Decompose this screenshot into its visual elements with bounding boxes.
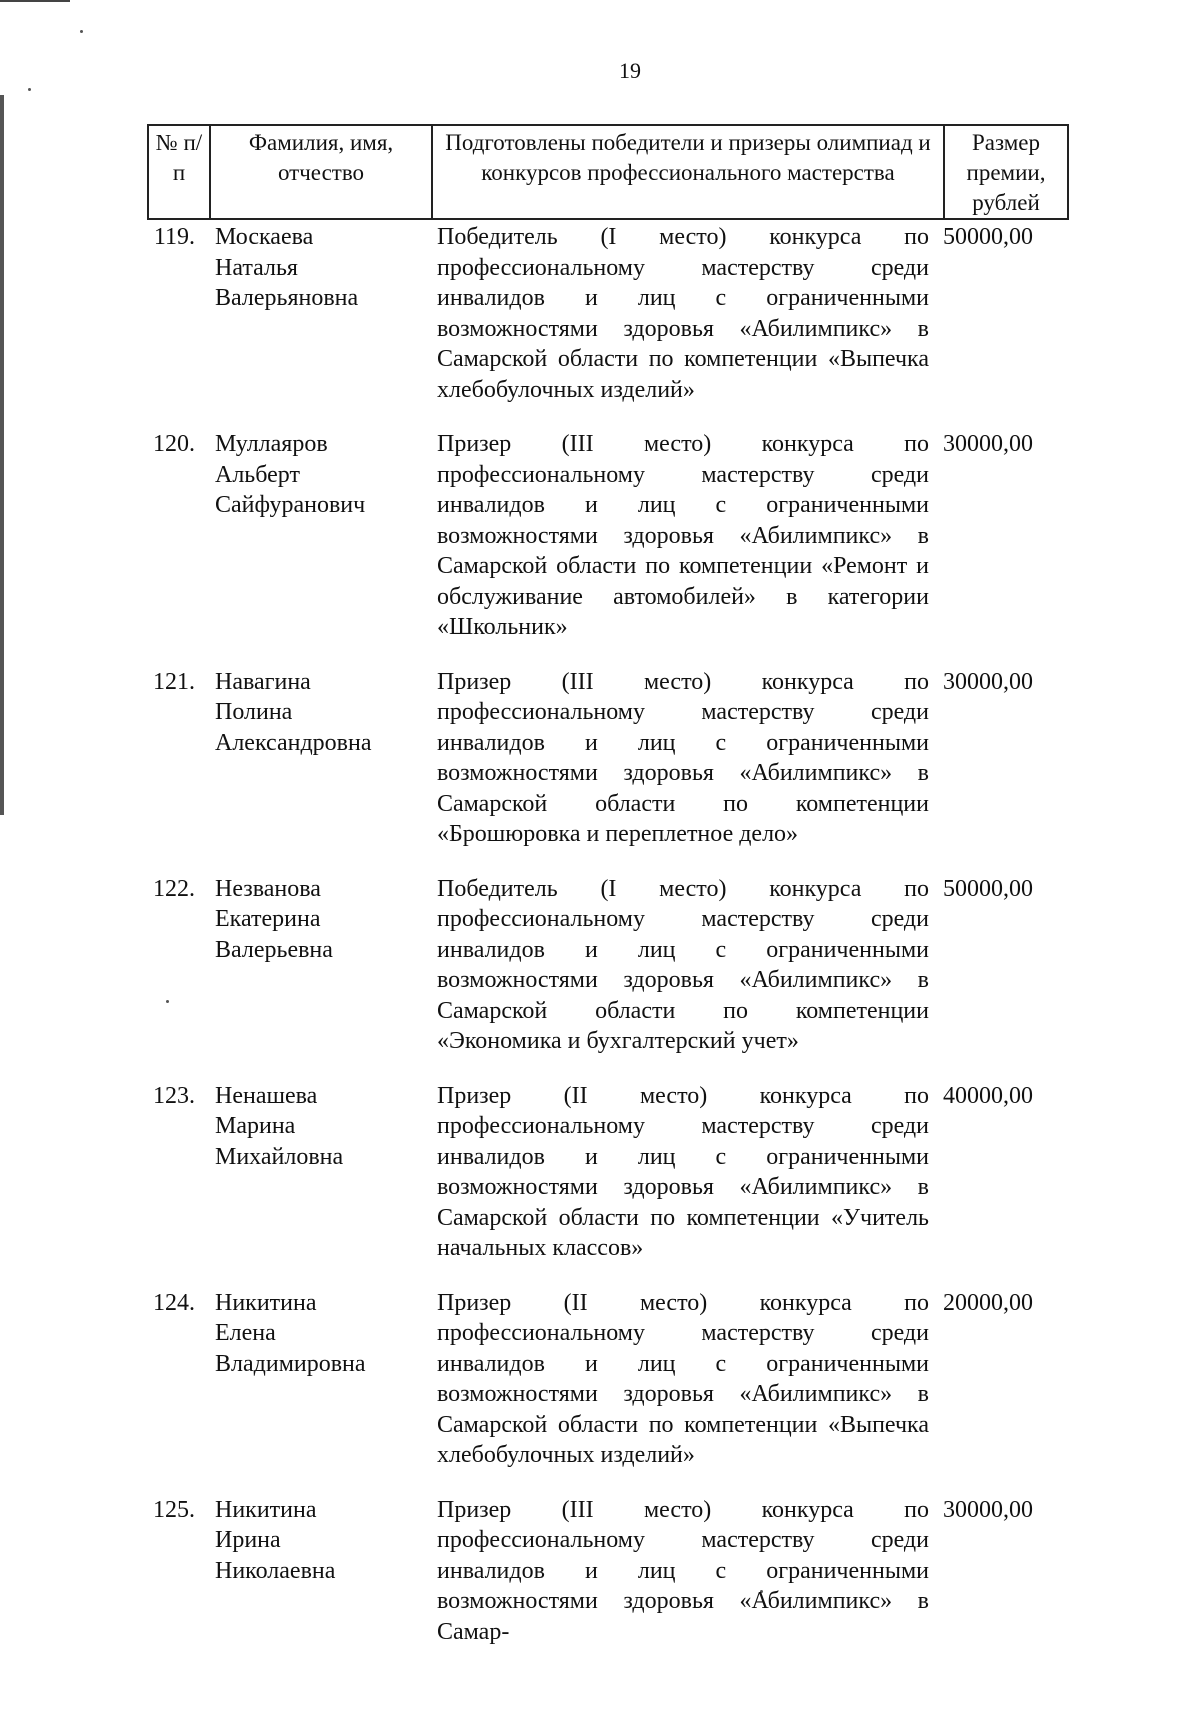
scan-speck — [28, 88, 31, 91]
row-description: Призер (II место) конкурса по профессиональному мастерству среди инвалидов и лиц с ограниченными возможностями здоровья «Абилимпикс» в Самарской области по компетенции «Выпечка хлебобулочных изделий» — [437, 1289, 929, 1468]
row-name: Муллаяров Альберт Сайфуранович — [215, 431, 366, 518]
row-prize: 20000,00 — [943, 1289, 1033, 1316]
row-prize: 30000,00 — [943, 668, 1033, 695]
row-prize: 30000,00 — [943, 431, 1033, 457]
header-num: № п/п — [148, 125, 210, 219]
row-name: Никитина Ирина Николаевна — [215, 1496, 336, 1584]
table-header — [147, 124, 1069, 220]
scan-edge-mark — [0, 0, 70, 2]
table-row — [147, 222, 1067, 405]
header-name: Фамилия, имя, отчество — [210, 125, 432, 219]
table-row — [147, 874, 1067, 1057]
scan-edge-line — [0, 95, 4, 815]
table-row — [147, 1288, 1067, 1471]
row-description: Победитель (I место) конкурса по профессиональному мастерству среди инвалидов и лиц с ограниченными возможностями здоровья «Абилимпикс» в Самарской области по компетенции «Выпечка хлебобулочных изделий» — [437, 224, 929, 403]
table-row — [147, 667, 1067, 850]
header-desc: Подготовлены победители и призеры олимпиад и конкурсов профессионального мастерства — [432, 125, 944, 219]
table-row — [147, 1081, 1067, 1264]
row-name: Москаева Наталья Валерьяновна — [215, 224, 359, 311]
row-number: 122. — [153, 875, 195, 902]
row-number: 123. — [153, 1082, 195, 1109]
row-number: 125. — [153, 1496, 195, 1523]
row-number: 119. — [153, 224, 195, 250]
row-description: Победитель (I место) конкурса по профессиональному мастерству среди инвалидов и лиц с ограниченными возможностями здоровья «Абилимпикс» в Самарской области по компетенции «Экономика и бухгалтерский учет» — [437, 875, 929, 1054]
table-body — [147, 222, 1067, 1671]
row-name: Навагина Полина Александровна — [215, 668, 372, 756]
scan-speck — [80, 30, 83, 33]
table-row — [147, 429, 1067, 643]
row-prize: 50000,00 — [943, 875, 1033, 902]
row-description: Призер (III место) конкурса по профессиональному мастерству среди инвалидов и лиц с ограниченными возможностями здоровья «Абилимпикс» в Самарской области по компетенции «Брошюровка и переплетное дело» — [437, 668, 929, 847]
row-prize: 50000,00 — [943, 224, 1033, 250]
row-number: 124. — [153, 1289, 195, 1316]
row-description: Призер (II место) конкурса по профессиональному мастерству среди инвалидов и лиц с ограниченными возможностями здоровья «Абилимпикс» в Самарской области по компетенции «Учитель начальных классов» — [437, 1082, 929, 1261]
row-description: Призер (III место) конкурса по профессиональному мастерству среди инвалидов и лиц с ограниченными возможностями здоровья «Абилимпикс» в Самар- — [437, 1496, 929, 1645]
page-number: 19 — [619, 58, 641, 83]
header-prize: Размер премии, рублей — [944, 125, 1068, 219]
table-row — [147, 1495, 1067, 1648]
row-name: Ненашева Марина Михайловна — [215, 1082, 344, 1170]
row-prize: 40000,00 — [943, 1082, 1033, 1109]
row-prize: 30000,00 — [943, 1496, 1033, 1523]
row-description: Призер (III место) конкурса по профессиональному мастерству среди инвалидов и лиц с ограниченными возможностями здоровья «Абилимпикс» в Самарской области по компетенции «Ремонт и обслуживание автомобилей» в категории «Школьник» — [437, 431, 929, 640]
row-number: 121. — [153, 668, 195, 695]
row-number: 120. — [153, 431, 195, 457]
row-name: Незванова Екатерина Валерьевна — [215, 875, 333, 963]
row-name: Никитина Елена Владимировна — [215, 1289, 366, 1377]
